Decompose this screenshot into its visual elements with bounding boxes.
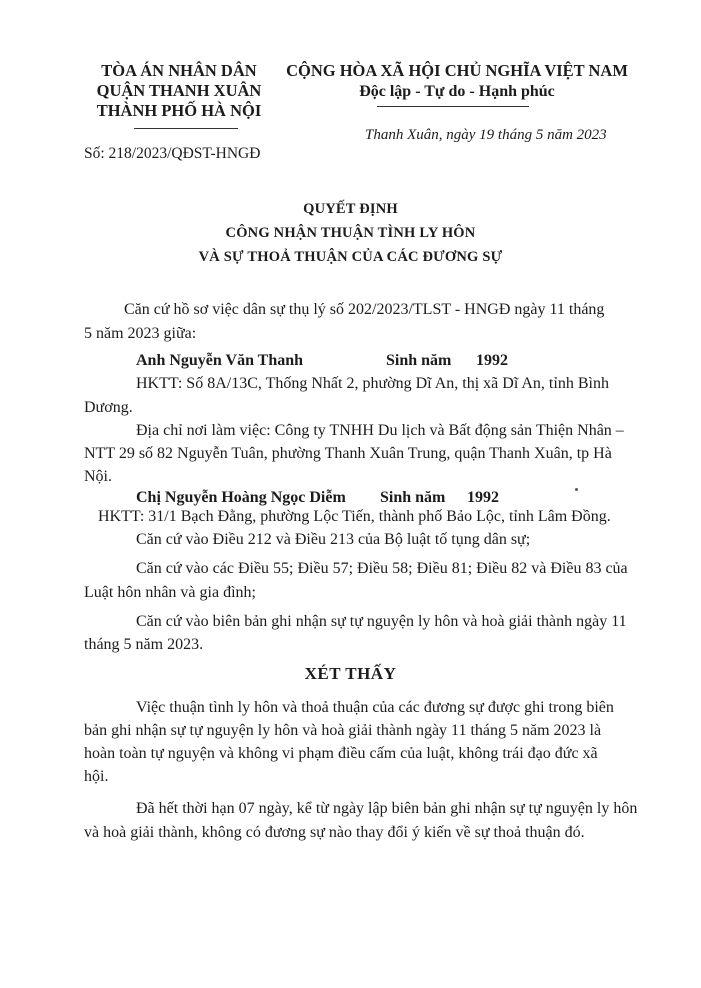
party1-work-line2: NTT 29 số 82 Nguyễn Tuân, phường Thanh Xuân Trung, quận Thanh Xuân, tp Hà	[84, 445, 612, 462]
findings-p1-line2: bản ghi nhận sự tự nguyện ly hôn và hoà giải thành ngày 11 tháng 5 năm 2023 là	[84, 722, 602, 739]
party1-name: Anh Nguyễn Văn Thanh	[136, 352, 304, 369]
scan-speck	[575, 488, 578, 491]
findings-p1-line3: hoàn toàn tự nguyện và không vi phạm điều cấm của luật, không trái đạo đức xã	[84, 745, 598, 762]
findings-p2-line1: Đã hết thời hạn 07 ngày, kể từ ngày lập biên bản ghi nhận sự tự nguyện ly hôn	[136, 800, 638, 817]
decision-number: Số: 218/2023/QĐST-HNGĐ	[84, 145, 261, 162]
document-title: QUYẾT ĐỊNH	[303, 201, 398, 217]
court-name-line2: QUẬN THANH XUÂN	[96, 81, 262, 100]
party1-address-line2: Dương.	[84, 399, 133, 416]
findings-heading: XÉT THẤY	[304, 664, 397, 683]
party1-birth-label: Sinh năm	[386, 352, 452, 369]
legal-basis-1: Căn cứ vào Điều 212 và Điều 213 của Bộ luật tố tụng dân sự;	[136, 531, 531, 548]
party1-work-line1: Địa chỉ nơi làm việc: Công ty TNHH Du lịch và Bất động sản Thiện Nhân –	[136, 422, 624, 439]
party2-address-line1: HKTT: 31/1 Bạch Đằng, phường Lộc Tiến, thành phố Bảo Lộc, tỉnh Lâm Đồng.	[98, 508, 611, 525]
document-subtitle-line2: VÀ SỰ THOẢ THUẬN CỦA CÁC ĐƯƠNG SỰ	[198, 249, 503, 265]
legal-basis-3-line2: tháng 5 năm 2023.	[84, 636, 204, 653]
party1-birth-year: 1992	[476, 352, 508, 369]
findings-p1-line1: Việc thuận tình ly hôn và thoả thuận của các đương sự được ghi trong biên	[136, 699, 614, 716]
party1-work-line3: Nội.	[84, 468, 112, 485]
legal-basis-3-line1: Căn cứ vào biên bản ghi nhận sự tự nguyện ly hôn và hoà giải thành ngày 11	[136, 613, 627, 630]
findings-p1-line4: hội.	[84, 768, 109, 785]
basis-line2: 5 năm 2023 giữa:	[84, 325, 197, 342]
court-name-line1: TÒA ÁN NHÂN DÂN	[101, 61, 257, 80]
national-motto: Độc lập - Tự do - Hạnh phúc	[359, 83, 555, 100]
legal-basis-2-line2: Luật hôn nhân và gia đình;	[84, 584, 256, 601]
court-name-line3: THÀNH PHỐ HÀ NỘI	[96, 101, 262, 120]
basis-line1: Căn cứ hồ sơ việc dân sự thụ lý số 202/2023/TLST - HNGĐ ngày 11 tháng	[124, 301, 605, 318]
legal-basis-2-line1: Căn cứ vào các Điều 55; Điều 57; Điều 58; Điều 81; Điều 82 và Điều 83 của	[136, 560, 628, 577]
place-and-date: Thanh Xuân, ngày 19 tháng 5 năm 2023	[365, 127, 607, 143]
document-subtitle-line1: CÔNG NHẬN THUẬN TÌNH LY HÔN	[225, 225, 476, 241]
party2-birth-year: 1992	[467, 489, 499, 506]
party2-birth-label: Sinh năm	[380, 489, 446, 506]
court-underline	[134, 128, 238, 129]
motto-underline	[377, 106, 529, 107]
party2-name: Chị Nguyễn Hoàng Ngọc Diễm	[136, 489, 346, 506]
party1-address-line1: HKTT: Số 8A/13C, Thống Nhất 2, phường Dĩ An, thị xã Dĩ An, tỉnh Bình	[136, 375, 609, 392]
republic-title: CỘNG HÒA XÃ HỘI CHỦ NGHĨA VIỆT NAM	[286, 61, 628, 80]
findings-p2-line2: và hoà giải thành, không có đương sự nào thay đổi ý kiến về sự thoả thuận đó.	[84, 824, 585, 841]
